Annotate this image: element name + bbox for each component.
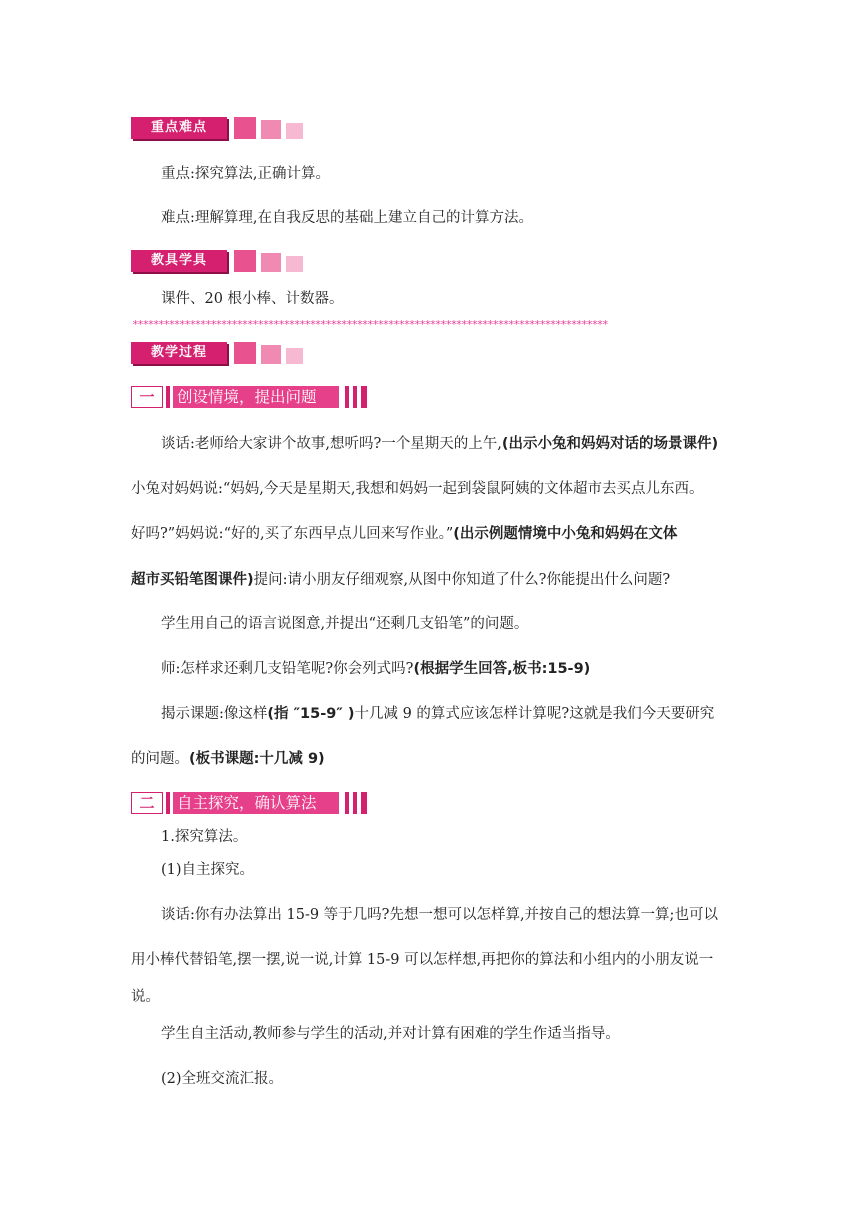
section-tag-label: 重点难点 [131,117,227,139]
part1-title: 创设情境，提出问题 [173,386,339,408]
text-span: 提问:请小朋友仔细观察,从图中你知道了什么?你能提出什么问题? [253,572,671,588]
bold-span: (指 ″15-9″ ) [267,706,355,722]
bold-span: 超市买铅笔图课件) [131,572,254,588]
tag-square-decoration [234,250,256,272]
step-heading: (2)全班交流汇报。 [161,1071,284,1087]
bar-divider [345,792,349,814]
bar-divider [361,386,367,408]
tag-square-decoration [261,120,281,139]
step-heading: (1)自主探究。 [161,862,255,878]
bar-divider [166,386,170,408]
tag-square-decoration [234,342,256,364]
text-span: 好吗?”妈妈说:“好的,买了东西早点儿回来写作业。” [131,526,454,542]
part1-paragraph [161,434,718,454]
tools-text: 课件、20 根小棒、计数器。 [161,291,344,307]
tag-square-decoration [234,117,256,139]
bar-divider [361,792,367,814]
part1-paragraph [161,704,714,724]
part1-paragraph [131,570,670,590]
part1-paragraph: 学生用自己的语言说图意,并提出“还剩几支铅笔”的问题。 [161,616,529,632]
part1-paragraph [131,524,677,544]
text-span: 的问题。 [131,751,189,767]
part2-paragraph: 用小棒代替铅笔,摆一摆,说一说,计算 15-9 可以怎样想,再把你的算法和小组内的小朋友说一 [131,952,714,968]
tag-square-decoration [286,123,303,139]
difficulty-text: 难点:理解算理,在自我反思的基础上建立自己的计算方法。 [161,210,533,226]
bar-divider [345,386,349,408]
tag-square-decoration [261,253,281,272]
text-span: 揭示课题:像这样 [161,706,268,722]
bar-divider [353,386,357,408]
text-span: 十几减 9 的算式应该怎样计算呢?这就是我们今天要研究 [354,706,715,722]
step-heading: 1.探究算法。 [161,829,248,845]
bar-divider [353,792,357,814]
part2-title: 自主探究，确认算法 [173,792,339,814]
part2-paragraph: 学生自主活动,教师参与学生的活动,并对计算有困难的学生作适当指导。 [161,1026,620,1042]
text-span: 谈话:老师给大家讲个故事,想听吗?一个星期天的上午, [161,436,502,452]
focus-text: 重点:探究算法,正确计算。 [161,166,330,182]
bold-span: (板书课题:十几减 9) [189,751,325,767]
part2-heading [131,792,371,814]
bold-span: (出示小兔和妈妈对话的场景课件) [501,436,719,452]
tag-square-decoration [286,256,303,272]
part1-number: 一 [131,386,163,408]
part1-heading [131,386,371,408]
part2-number: 二 [131,792,163,814]
part1-paragraph: 小兔对妈妈说:“妈妈,今天是星期天,我想和妈妈一起到袋鼠阿姨的文体超市去买点儿东西。 [131,481,704,497]
part2-paragraph: 谈话:你有办法算出 15-9 等于几吗?先想一想可以怎样算,并按自己的想法算一算;也可以 [161,907,718,923]
bold-span: (根据学生回答,板书:15-9) [413,661,591,677]
star-divider: ******************************************************************************************* [132,319,608,331]
section-tag-label: 教学过程 [131,342,227,364]
part2-paragraph: 说。 [131,989,160,1005]
part1-paragraph [131,749,325,769]
bar-divider [166,792,170,814]
text-span: 师:怎样求还剩几支铅笔呢?你会列式吗? [161,661,414,677]
part1-paragraph [161,659,590,679]
section-tag-label: 教具学具 [131,250,227,272]
bold-span: (出示例题情境中小兔和妈妈在文体 [453,526,678,542]
tag-square-decoration [286,348,303,364]
tag-square-decoration [261,345,281,364]
